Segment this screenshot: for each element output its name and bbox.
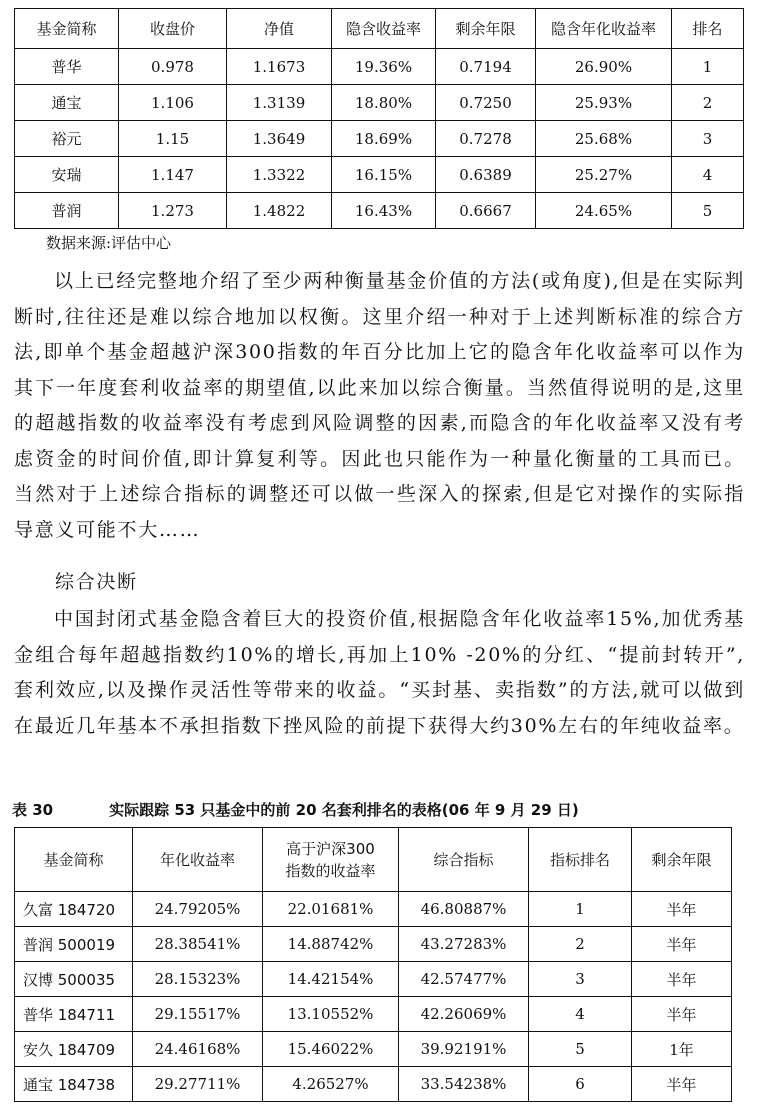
table-cell: 15.46022%: [263, 1032, 399, 1067]
table-cell: 16.43%: [332, 193, 436, 229]
table-row: [15, 1032, 732, 1067]
col-header: 指标排名: [529, 828, 632, 892]
data-source-note: 数据来源:评估中心: [46, 234, 172, 252]
table-cell: 4.26527%: [263, 1067, 399, 1102]
table-cell: 1年: [632, 1032, 732, 1067]
fund-name-cell: 普润 500019: [15, 927, 133, 962]
table-cell: 4: [529, 997, 632, 1032]
col-header: 排名: [672, 9, 744, 49]
col-header: 剩余年限: [436, 9, 536, 49]
fund-name-cell: 普华 184711: [15, 997, 133, 1032]
arbitrage-ranking-table: [14, 827, 732, 1102]
table-cell: 29.27711%: [133, 1067, 263, 1102]
table-cell: 19.36%: [332, 49, 436, 85]
table-cell: 半年: [632, 927, 732, 962]
fund-name-cell: 普华: [15, 49, 119, 85]
table-cell: 1.3322: [227, 157, 332, 193]
col-header: 净值: [227, 9, 332, 49]
table-cell: 1.1673: [227, 49, 332, 85]
table-cell: 26.90%: [536, 49, 672, 85]
table-cell: 28.15323%: [133, 962, 263, 997]
col-header: 基金简称: [15, 828, 133, 892]
table-cell: 2: [529, 927, 632, 962]
table-row: [15, 121, 744, 157]
col-header: 剩余年限: [632, 828, 732, 892]
paragraph-text: 以上已经完整地介绍了至少两种衡量基金价值的方法(或角度),但是在实际判断时,往往还是难以综合地加以权衡。这里介绍一种对于上述判断标准的综合方法,即单个基金超越沪深300指数的年百分比加上它的隐含年化收益率可以作为其下一年度套利收益率的期望值,以此来加以综合衡量。当然值得说明的是,这里的超越指数的收益率没有考虑到风险调整的因素,而隐含的年化收益率又没有考虑资金的时间价值,即计算复利等。因此也只能作为一种量化衡量的工具而已。当然对于上述综合指标的调整还可以做一些深入的探索,但是它对操作的实际指导意义可能不大……: [14, 270, 745, 541]
table-cell: 0.7250: [436, 85, 536, 121]
section-heading: 综合决断: [55, 571, 138, 593]
table-cell: 0.6389: [436, 157, 536, 193]
table-cell: 29.15517%: [133, 997, 263, 1032]
table-cell: 13.10552%: [263, 997, 399, 1032]
fund-yield-table: [14, 8, 744, 229]
col-header: 基金简称: [15, 9, 119, 49]
table-cell: 3: [529, 962, 632, 997]
fund-name-cell: 久富 184720: [15, 892, 133, 927]
fund-name-cell: 安久 184709: [15, 1032, 133, 1067]
table-cell: 22.01681%: [263, 892, 399, 927]
table-cell: 39.92191%: [399, 1032, 529, 1067]
col-header: 高于沪深300 指数的收益率: [263, 828, 399, 892]
col-header: 收盘价: [119, 9, 227, 49]
table-caption: [12, 799, 635, 820]
table-cell: 33.54238%: [399, 1067, 529, 1102]
table-row: [15, 927, 732, 962]
fund-name-cell: 裕元: [15, 121, 119, 157]
table-cell: 1: [672, 49, 744, 85]
table-header-row: [15, 828, 732, 892]
table-cell: 0.978: [119, 49, 227, 85]
table-row: [15, 157, 744, 193]
table-row: [15, 892, 732, 927]
table-cell: 1.273: [119, 193, 227, 229]
table-row: [15, 49, 744, 85]
table-cell: 1.4822: [227, 193, 332, 229]
col-header: 隐含年化收益率: [536, 9, 672, 49]
table-cell: 28.38541%: [133, 927, 263, 962]
table-cell: 18.80%: [332, 85, 436, 121]
table-cell: 24.79205%: [133, 892, 263, 927]
table-header-row: [15, 9, 744, 49]
table-cell: 18.69%: [332, 121, 436, 157]
table-row: [15, 997, 732, 1032]
table-cell: 1.3649: [227, 121, 332, 157]
body-paragraph-2: [14, 602, 745, 744]
paragraph-text: 中国封闭式基金隐含着巨大的投资价值,根据隐含年化收益率15%,加优秀基金组合每年超越指数约10%的增长,再加上10% -20%的分红、“提前封转开”,套利效应,以及操作灵活性等带来的收益。“买封基、卖指数”的方法,就可以做到在最近几年基本不承担指数下挫风险的前提下获得大约30%左右的年纯收益率。: [14, 608, 745, 737]
fund-name-cell: 普润: [15, 193, 119, 229]
table-cell: 0.7194: [436, 49, 536, 85]
fund-name-cell: 通宝 184738: [15, 1067, 133, 1102]
table-cell: 42.26069%: [399, 997, 529, 1032]
table-cell: 24.65%: [536, 193, 672, 229]
table-cell: 4: [672, 157, 744, 193]
table-row: [15, 85, 744, 121]
table-cell: 16.15%: [332, 157, 436, 193]
col-header: 年化收益率: [133, 828, 263, 892]
table-cell: 1: [529, 892, 632, 927]
table-cell: 3: [672, 121, 744, 157]
table-cell: 14.88742%: [263, 927, 399, 962]
table-cell: 0.7278: [436, 121, 536, 157]
table-cell: 25.27%: [536, 157, 672, 193]
table-row: [15, 1067, 732, 1102]
table-cell: 42.57477%: [399, 962, 529, 997]
table-row: [15, 962, 732, 997]
table-cell: 6: [529, 1067, 632, 1102]
table-cell: 5: [672, 193, 744, 229]
table-cell: 0.6667: [436, 193, 536, 229]
table-cell: 14.42154%: [263, 962, 399, 997]
table-cell: 半年: [632, 1067, 732, 1102]
table-cell: 1.15: [119, 121, 227, 157]
fund-name-cell: 安瑞: [15, 157, 119, 193]
body-paragraph-1: [14, 264, 745, 548]
table-cell: 半年: [632, 997, 732, 1032]
fund-name-cell: 汉博 500035: [15, 962, 133, 997]
table-cell: 2: [672, 85, 744, 121]
table-row: [15, 193, 744, 229]
table-cell: 25.93%: [536, 85, 672, 121]
col-header: 隐含收益率: [332, 9, 436, 49]
table-cell: 1.3139: [227, 85, 332, 121]
table-number: 表 30: [12, 801, 54, 819]
table-title: 实际跟踪 53 只基金中的前 20 名套利排名的表格(06 年 9 月 29 日): [109, 801, 579, 819]
table-cell: 43.27283%: [399, 927, 529, 962]
col-header: 综合指标: [399, 828, 529, 892]
fund-name-cell: 通宝: [15, 85, 119, 121]
table-cell: 46.80887%: [399, 892, 529, 927]
table-cell: 1.106: [119, 85, 227, 121]
table-cell: 24.46168%: [133, 1032, 263, 1067]
table-cell: 25.68%: [536, 121, 672, 157]
table-cell: 半年: [632, 892, 732, 927]
table-cell: 5: [529, 1032, 632, 1067]
table-cell: 1.147: [119, 157, 227, 193]
table-cell: 半年: [632, 962, 732, 997]
